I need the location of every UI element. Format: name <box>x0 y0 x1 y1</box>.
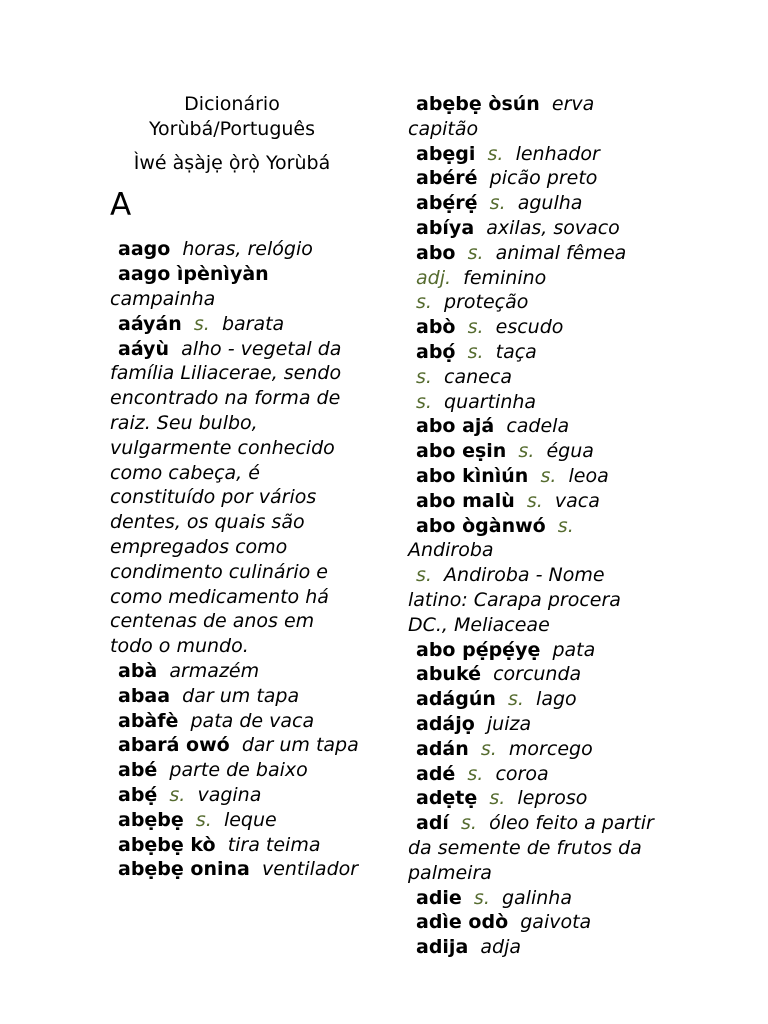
entry-definition: corcunda <box>493 663 582 686</box>
entry-word-class: s. <box>526 489 543 512</box>
entry-word-class: s. <box>480 737 497 760</box>
entry-definition: campainha <box>110 287 216 310</box>
entry-definition: égua <box>546 440 594 463</box>
dictionary-entry <box>408 241 658 266</box>
entry-definition: quartinha <box>444 390 537 413</box>
dictionary-entry <box>408 439 658 464</box>
entry-definition: vaca <box>554 489 600 512</box>
entry-word-class: adj. <box>416 266 452 289</box>
entry-headword: abà <box>118 659 158 682</box>
entry-headword: abẹbẹ òsún <box>416 93 540 115</box>
entry-word-class: s. <box>489 192 506 215</box>
entry-headword: abẹbẹ kò <box>118 833 216 856</box>
entry-definition: dar um tapa <box>182 684 300 707</box>
entry-headword: abará owó <box>118 734 230 757</box>
entry-word-class: s. <box>467 762 484 785</box>
dictionary-entry <box>408 811 658 885</box>
entry-headword: abaa <box>118 684 171 707</box>
entry-headword: abẹbẹ <box>118 808 184 831</box>
entry-headword: aáyù <box>118 337 169 360</box>
entry-headword: adìe odò <box>416 911 509 934</box>
entry-word-class: s. <box>416 291 432 314</box>
entry-headword: abẹ́ <box>118 783 158 806</box>
entry-headword: abo kìnìún <box>416 464 529 487</box>
dictionary-entry <box>110 262 360 312</box>
entry-headword: abẹ́rẹ́ <box>416 192 478 215</box>
entry-definition: armazém <box>169 659 260 682</box>
dictionary-entry <box>408 935 658 960</box>
entry-headword: aago <box>118 238 171 261</box>
dictionary-entry <box>110 684 360 709</box>
entry-word-class: s. <box>467 316 484 339</box>
dictionary-entry <box>110 783 360 808</box>
entry-definition: taça <box>495 340 537 363</box>
dictionary-entry <box>408 414 658 439</box>
dictionary-entry <box>110 337 360 659</box>
entry-word-class: s. <box>169 783 186 806</box>
entry-definition: feminino <box>463 266 547 289</box>
dictionary-entry <box>408 216 658 241</box>
entry-word-class: s. <box>195 808 212 831</box>
dictionary-entry <box>408 712 658 737</box>
entry-definition: dar um tapa <box>241 734 359 757</box>
entry-definition: Andiroba <box>408 539 494 562</box>
entry-headword: abò <box>416 316 456 339</box>
left-entry-list <box>110 237 360 882</box>
entry-word-class: s. <box>508 688 524 711</box>
entry-definition: picão preto <box>489 167 598 190</box>
dictionary-entry <box>408 290 658 315</box>
section-letter: A <box>110 187 132 224</box>
entry-definition: juiza <box>486 712 532 735</box>
entry-definition: gaivota <box>520 911 592 934</box>
entry-definition: escudo <box>495 316 564 339</box>
entry-definition: barata <box>221 312 285 335</box>
entry-definition: proteção <box>444 291 529 314</box>
entry-definition: caneca <box>444 365 512 388</box>
entry-definition: adja <box>480 936 522 959</box>
entry-definition: leoa <box>568 464 609 487</box>
dictionary-entry <box>110 758 360 783</box>
dictionary-entry <box>408 191 658 216</box>
dictionary-title: Dicionário Yorùbá/Português <box>148 93 316 140</box>
dictionary-entry <box>408 142 658 167</box>
entry-headword: adija <box>416 936 469 959</box>
entry-headword: abéré <box>416 167 478 190</box>
dictionary-entry <box>110 808 360 833</box>
dictionary-entry <box>110 312 360 337</box>
right-entry-list <box>408 92 658 960</box>
dictionary-entry <box>408 563 658 637</box>
entry-word-class: s. <box>193 312 210 335</box>
entry-definition: ventilador <box>261 858 359 881</box>
entry-word-class: s. <box>473 886 490 909</box>
dictionary-entry <box>408 390 658 415</box>
entry-definition: animal fêmea <box>495 241 627 264</box>
left-column <box>110 92 360 882</box>
entry-definition: pata de vaca <box>190 709 315 732</box>
entry-headword: adie <box>416 886 462 909</box>
entry-headword: abo eṣin <box>416 440 507 463</box>
entry-headword: adí <box>416 812 449 835</box>
entry-definition: Andiroba - Nome latino: Carapa procera DC., Meliaceae <box>408 564 621 636</box>
dictionary-entry <box>408 266 658 291</box>
entry-headword: abẹgi <box>416 142 476 165</box>
entry-word-class: s. <box>416 564 432 587</box>
entry-definition: pata <box>552 638 596 661</box>
entry-definition: axilas, sovaco <box>486 216 620 239</box>
entry-word-class: s. <box>518 440 535 463</box>
entry-headword: abíya <box>416 216 475 239</box>
entry-definition: galinha <box>501 886 572 909</box>
entry-word-class: s. <box>461 812 477 835</box>
dictionary-entry <box>408 514 658 564</box>
entry-definition: agulha <box>517 192 583 215</box>
entry-definition: leque <box>223 808 277 831</box>
entry-headword: adájọ <box>416 712 475 735</box>
entry-word-class: s. <box>467 241 484 264</box>
dictionary-entry <box>110 237 360 262</box>
dictionary-entry <box>110 659 360 684</box>
dictionary-entry <box>408 662 658 687</box>
right-column <box>408 92 658 960</box>
entry-definition: coroa <box>495 762 549 785</box>
entry-definition: lenhador <box>515 142 600 165</box>
entry-definition: morcego <box>508 737 593 760</box>
entry-headword: adán <box>416 737 469 760</box>
entry-headword: adẹtẹ <box>416 787 478 810</box>
dictionary-entry <box>110 857 360 882</box>
entry-definition: erva capitão <box>408 93 595 140</box>
entry-headword: abo ògànwó <box>416 514 546 537</box>
entry-headword: abàfè <box>118 709 179 732</box>
entry-headword: adé <box>416 762 456 785</box>
entry-definition: cadela <box>506 415 570 438</box>
entry-headword: aáyán <box>118 312 182 335</box>
dictionary-entry <box>408 340 658 365</box>
entry-headword: abẹbẹ onina <box>118 858 250 881</box>
entry-word-class: s. <box>540 464 557 487</box>
dictionary-entry <box>110 709 360 734</box>
dictionary-entry <box>408 92 658 142</box>
entry-headword: aago ìpènìyàn <box>118 263 269 286</box>
entry-definition: horas, relógio <box>182 238 313 261</box>
entry-headword: abo <box>416 241 456 264</box>
entry-definition: alho - vegetal da família Liliacerae, sendo encontrado na forma de raiz. Seu bulbo, vulgarmente conhecido como cabeça, é constituído por vários dentes, os quais são empregados como condimento culinário e como medicamento há centenas de anos em todo o mundo. <box>110 337 342 658</box>
dictionary-entry <box>110 733 360 758</box>
entry-headword: adágún <box>416 688 496 711</box>
entry-definition: tira teima <box>227 833 321 856</box>
entry-headword: abọ́ <box>416 340 456 363</box>
entry-word-class: s. <box>557 514 574 537</box>
entry-word-class: s. <box>489 787 506 810</box>
dictionary-entry <box>408 762 658 787</box>
dictionary-entry <box>408 886 658 911</box>
dictionary-entry <box>408 687 658 712</box>
entry-word-class: s. <box>467 340 484 363</box>
entry-definition: óleo feito a partir da semente de frutos da palmeira <box>408 812 654 884</box>
dictionary-entry <box>408 365 658 390</box>
entry-headword: abo pẹ́pẹ́yẹ <box>416 638 541 661</box>
entry-headword: abé <box>118 759 158 782</box>
dictionary-entry <box>408 166 658 191</box>
entry-word-class: s. <box>416 365 432 388</box>
dictionary-entry <box>408 489 658 514</box>
dictionary-subtitle: Ìwé àṣàjẹ ọ̀rọ̀ Yorùbá <box>133 151 331 174</box>
entry-definition: parte de baixo <box>169 759 308 782</box>
entry-definition: vagina <box>197 783 262 806</box>
entry-headword: abuké <box>416 663 481 686</box>
dictionary-entry <box>110 833 360 858</box>
entry-headword: abo malù <box>416 489 515 512</box>
dictionary-entry <box>408 464 658 489</box>
dictionary-entry <box>408 638 658 663</box>
dictionary-entry <box>408 315 658 340</box>
entry-definition: lago <box>536 688 577 711</box>
entry-definition: leproso <box>517 787 588 810</box>
entry-word-class: s. <box>487 142 504 165</box>
entry-word-class: s. <box>416 390 432 413</box>
dictionary-entry <box>408 786 658 811</box>
entry-headword: abo ajá <box>416 415 495 438</box>
dictionary-entry <box>408 910 658 935</box>
dictionary-entry <box>408 737 658 762</box>
